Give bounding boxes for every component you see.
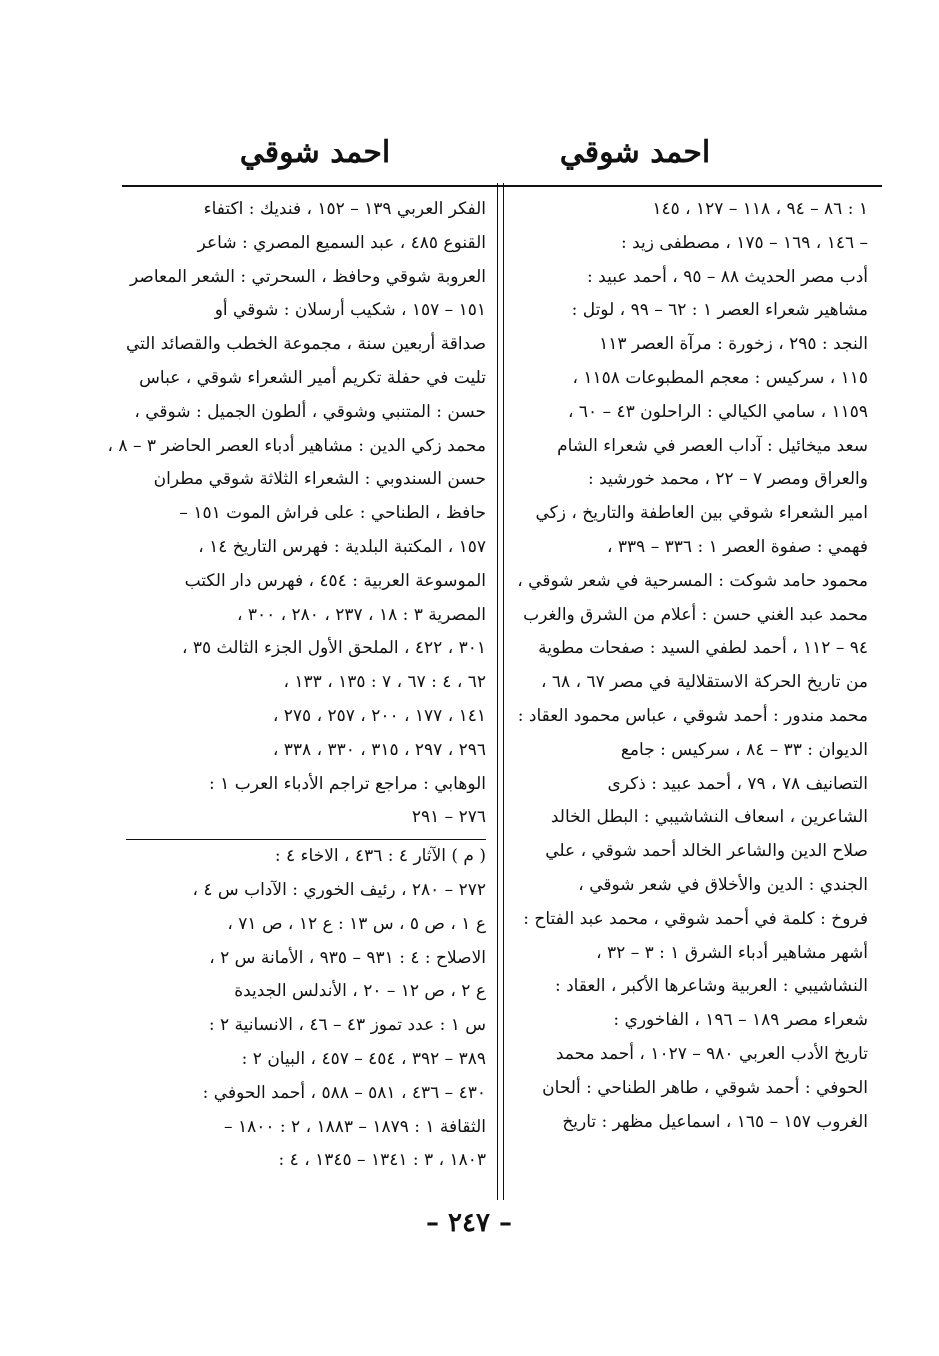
text-line: النشاشيبي : العربية وشاعرها الأكبر ، العقاد : [554,976,868,997]
text-line: ١٤١ ، ١٧٧ ، ٢٠٠ ، ٢٥٧ ، ٢٧٥ ، [272,705,486,726]
text-line: فهمي : صفوة العصر ١ : ٣٣٦ – ٣٣٩ ، [607,536,868,557]
left-column-title: احمد شوقي [239,135,391,170]
text-line: ١٥٧ ، المكتبة البلدية : فهرس التاريخ ١٤ ، [198,536,486,557]
text-line: محمود حامد شوكت : المسرحية في شعر شوقي ، [517,570,868,591]
text-line: حسن : المتنبي وشوقي ، ألطون الجميل : شوقي ، [134,401,486,422]
text-line: ٤٣٠ – ٤٣٦ ، ٥٨١ – ٥٨٨ ، أحمد الحوفي : [202,1082,486,1103]
text-line: الاصلاح : ٤ : ٩٣١ – ٩٣٥ ، الأمانة س ٢ ، [209,947,486,968]
text-line: الوهابي : مراجع تراجم الأدباء العرب ١ : [209,773,486,794]
left-column-top-block [107,193,486,835]
text-line: الموسوعة العربية : ٤٥٤ ، فهرس دار الكتب [184,570,486,591]
left-column [107,193,486,1178]
text-line: ٢٧٦ – ٢٩١ [411,807,486,828]
text-line: محمد عبد الغني حسن : أعلام من الشرق والغرب [523,604,868,625]
text-line: مشاهير شعراء العصر ١ : ٦٢ – ٩٩ ، لوتل : [571,300,868,321]
text-line: الفكر العربي ١٣٩ – ١٥٢ ، فنديك : اكتفاء [203,199,486,219]
text-line: شعراء مصر ١٨٩ – ١٩٦ ، الفاخوري : [613,1010,868,1031]
right-column-title: احمد شوقي [559,135,711,170]
text-line: الشاعرين ، اسعاف النشاشيبي : البطل الخالد [550,807,868,828]
text-line: ١ : ٨٦ – ٩٤ ، ١١٨ – ١٢٧ ، ١٤٥ [652,199,868,219]
right-column [512,193,868,1139]
text-line: ( م ) الآثار ٤ : ٤٣٦ ، الاخاء ٤ : [274,846,486,867]
text-line: حافظ ، الطناحي : على فراش الموت ١٥١ – [179,503,486,524]
text-line: صداقة أربعين سنة ، مجموعة الخطب والقصائد التي [125,334,486,355]
text-line: أدب مصر الحديث ٨٨ – ٩٥ ، أحمد عبيد : [587,266,868,287]
text-line: ٢٧٢ – ٢٨٠ ، رئيف الخوري : الآداب س ٤ ، [192,879,486,900]
text-line: ٦٢ ، ٤ : ٦٧ ، ٧ : ١٣٥ ، ١٣٣ ، [283,672,486,693]
text-line: تاريخ الأدب العربي ٩٨٠ – ١٠٢٧ ، أحمد محمد [555,1043,868,1064]
text-line: تليت في حفلة تكريم أمير الشعراء شوقي ، عباس [139,367,486,388]
text-line: القنوع ٤٨٥ ، عبد السميع المصري : شاعر [197,232,486,253]
text-line: الحوفي : أحمد شوقي ، طاهر الطناحي : ألحان [542,1077,868,1098]
text-line: ع ١ ، ص ٥ ، س ١٣ : ع ١٢ ، ص ٧١ ، [227,913,486,934]
text-line: المصرية ٣ : ١٨ ، ٢٣٧ ، ٢٨٠ ، ٣٠٠ ، [236,604,486,625]
text-line: العروبة شوقي وحافظ ، السحرتي : الشعر المعاصر [130,266,486,287]
text-line: ١٥١ – ١٥٧ ، شكيب أرسلان : شوقي أو [214,300,486,321]
text-line: ع ٢ ، ص ١٢ – ٢٠ ، الأندلس الجديدة [234,981,486,1002]
column-divider [497,183,504,1200]
page-number: – ٢٤٧ – [425,1208,513,1238]
text-line: ٣٨٩ – ٣٩٢ ، ٤٥٤ – ٤٥٧ ، البيان ٢ : [241,1048,486,1069]
text-line: فروخ : كلمة في أحمد شوقي ، محمد عبد الفتاح : [523,908,868,929]
left-column-bottom-block [128,840,486,1178]
text-line: امير الشعراء شوقي بين العاطفة والتاريخ ، زكي [535,503,868,524]
text-line: ٩٤ – ١١٢ ، أحمد لطفي السيد : صفحات مطوية [538,638,868,659]
text-line: الغروب ١٥٧ – ١٦٥ ، اسماعيل مظهر : تاريخ [562,1111,868,1132]
text-line: أشهر مشاهير أدباء الشرق ١ : ٣ – ٣٢ ، [596,942,868,963]
text-line: من تاريخ الحركة الاستقلالية في مصر ٦٧ ، ٦٨ ، [541,672,868,693]
text-line: الثقافة ١ : ١٨٧٩ – ١٨٨٣ ، ٢ : ١٨٠٠ – [224,1116,486,1137]
text-line: ١١٥٩ ، سامي الكيالي : الراحلون ٤٣ – ٦٠ ، [568,401,868,422]
text-line: ١٨٠٣ ، ٣ : ١٣٤١ – ١٣٤٥ ، ٤ : [278,1150,486,1171]
text-line: ١١٥ ، سركيس : معجم المطبوعات ١١٥٨ ، [572,367,868,388]
text-line: محمد مندور : أحمد شوقي ، عباس محمود العقاد : [517,705,868,726]
text-line: والعراق ومصر ٧ – ٢٢ ، محمد خورشيد : [587,469,868,490]
text-line: ٣٠١ ، ٤٢٢ ، الملحق الأول الجزء الثالث ٣٥ ، [182,638,486,659]
text-line: – ١٤٦ ، ١٦٩ – ١٧٥ ، مصطفى زيد : [621,232,868,253]
text-line: التصانيف ٧٨ ، ٧٩ ، أحمد عبيد : ذكرى [607,773,868,794]
text-line: الديوان : ٣٣ – ٨٤ ، سركيس : جامع [620,739,868,760]
text-line: ٢٩٦ ، ٢٩٧ ، ٣١٥ ، ٣٣٠ ، ٣٣٨ ، [272,739,486,760]
text-line: النجد : ٢٩٥ ، زخورة : مرآة العصر ١١٣ [599,334,868,355]
text-line: سعد ميخائيل : آداب العصر في شعراء الشام [557,435,868,456]
text-line: الجندي : الدين والأخلاق في شعر شوقي ، [578,874,868,895]
text-line: س ١ : عدد تموز ٤٣ – ٤٦ ، الانسانية ٢ : [208,1015,486,1036]
text-line: حسن السندوبي : الشعراء الثلاثة شوقي مطران [153,469,486,490]
text-line: صلاح الدين والشاعر الخالد أحمد شوقي ، علي [545,841,868,862]
text-line: محمد زكي الدين : مشاهير أدباء العصر الحاضر ٣ – ٨ ، [107,435,486,456]
